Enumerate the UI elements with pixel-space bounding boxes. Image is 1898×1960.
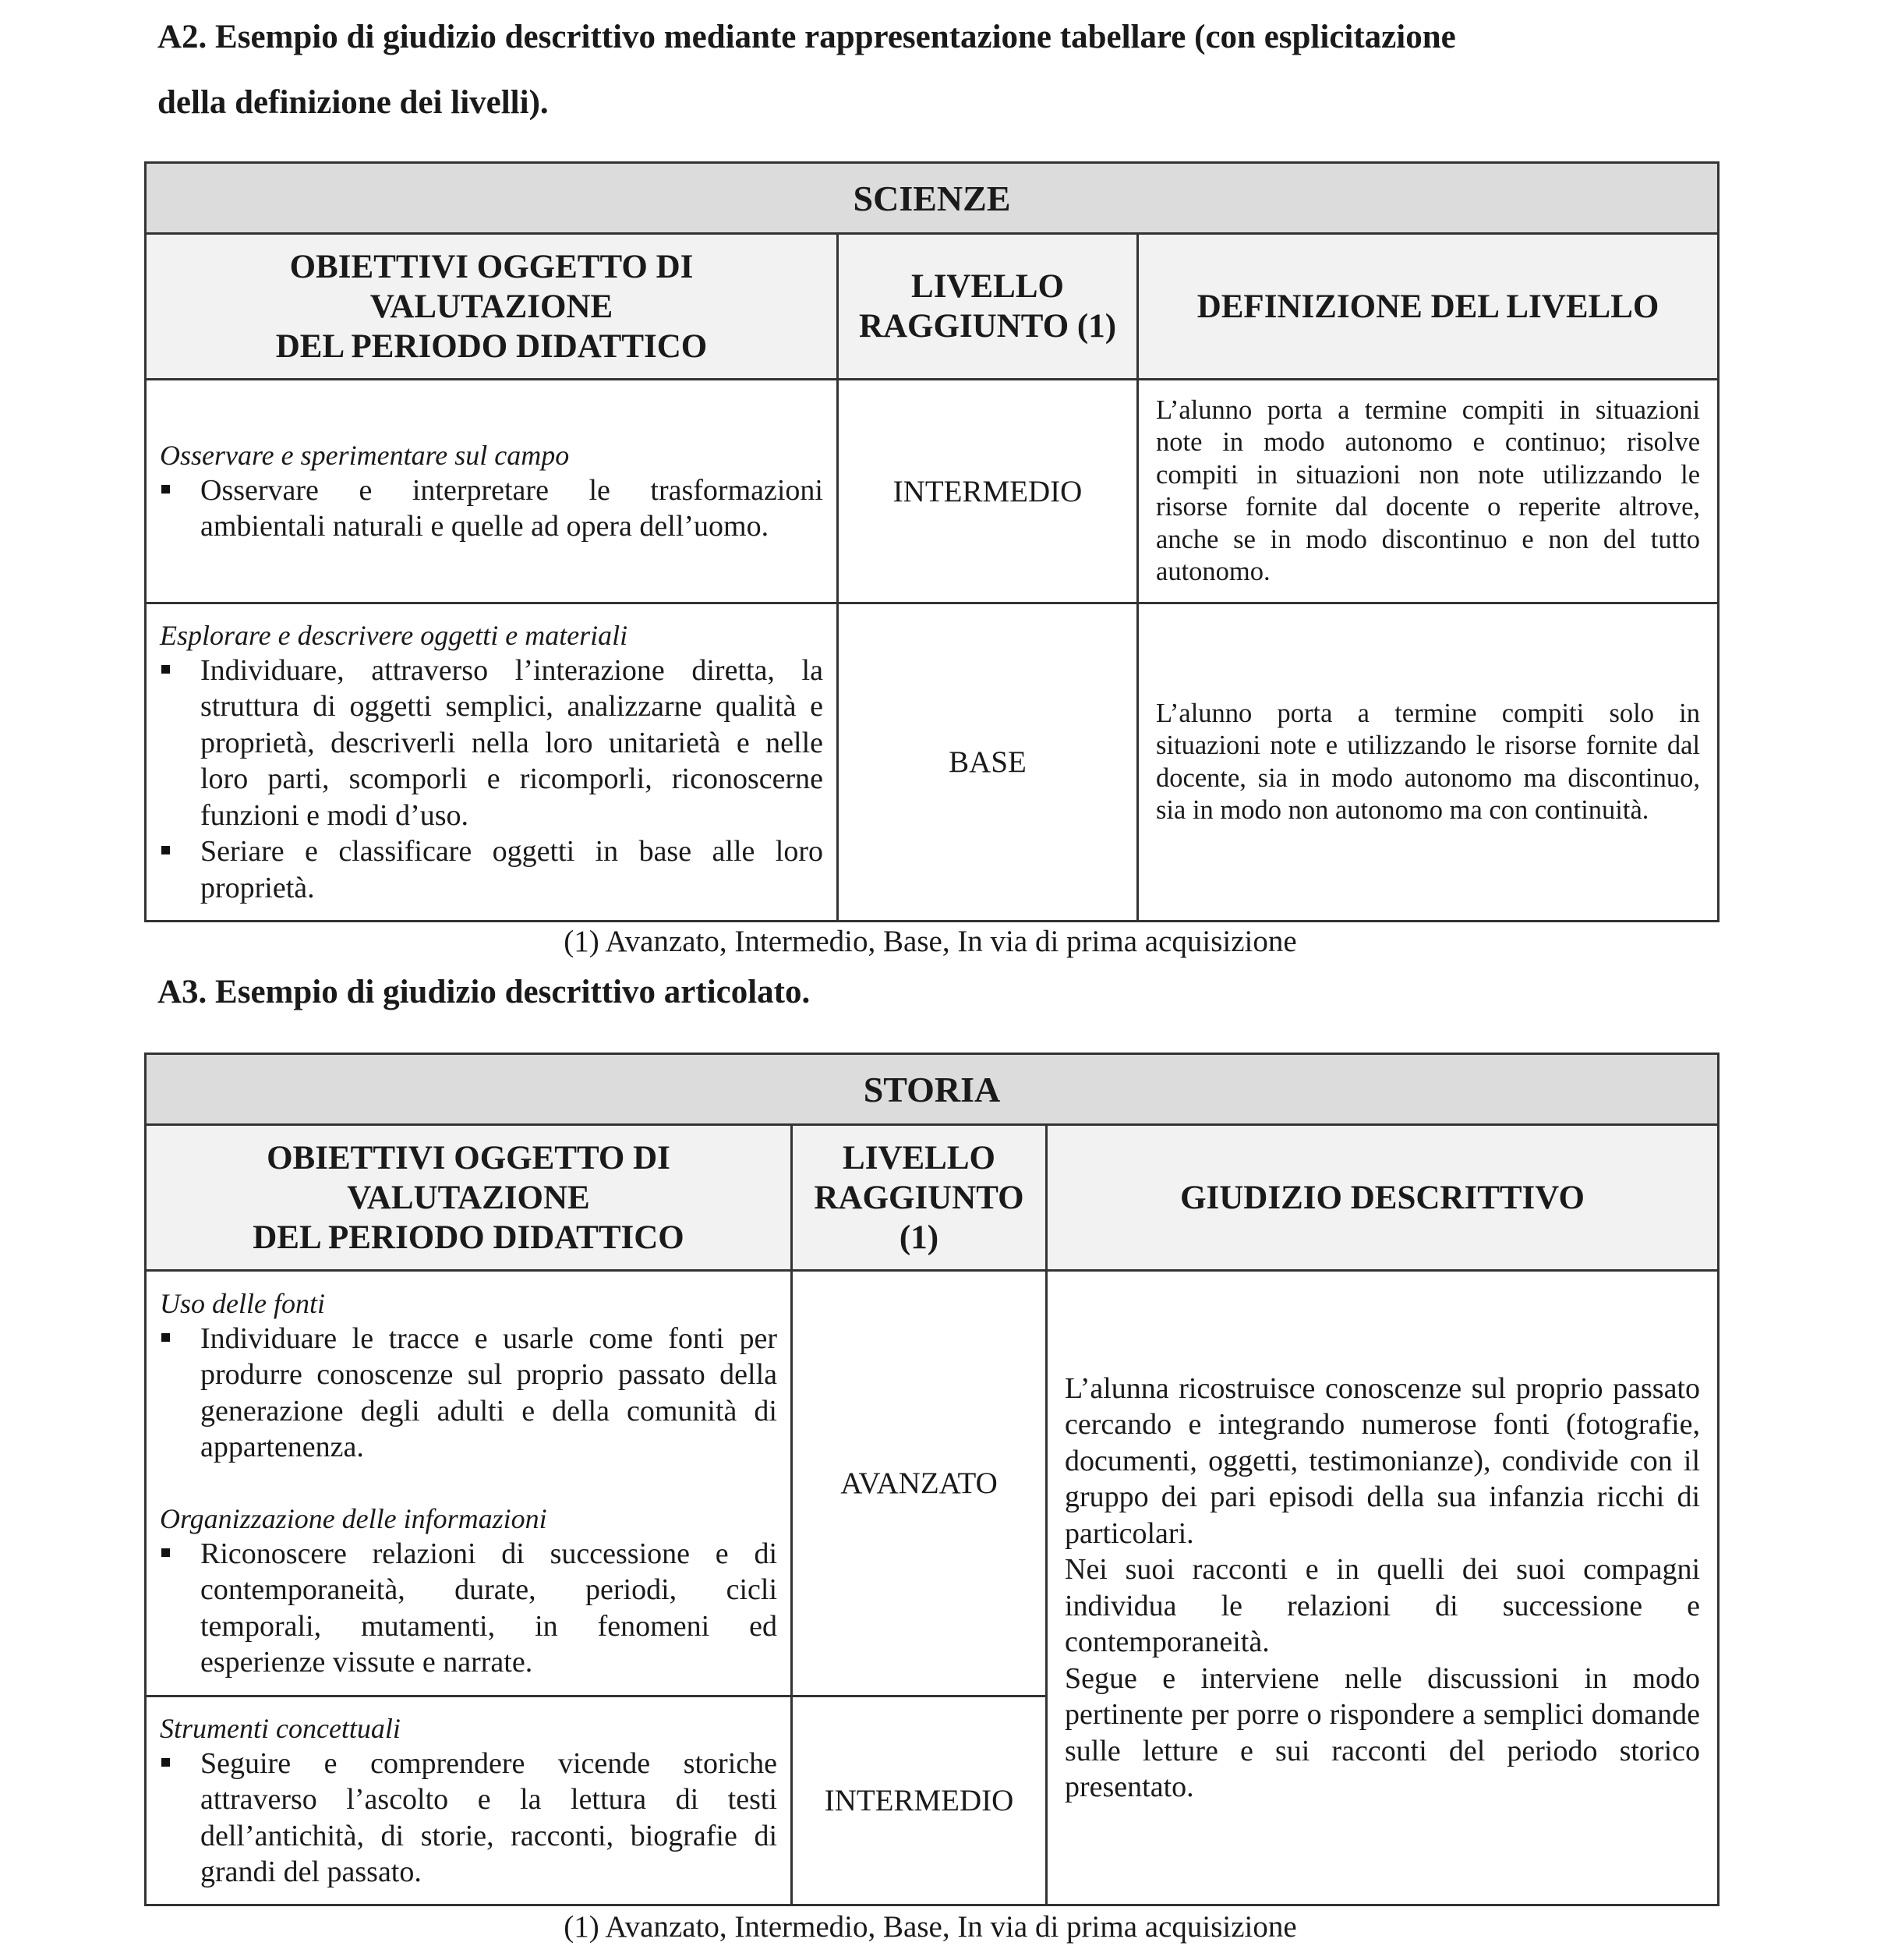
spacer: [160, 1466, 777, 1502]
descriptive-judgment: [1047, 1271, 1719, 1905]
objective-item: Riconoscere relazioni di successione e di contemporaneità, durate, periodi, cicli temporali, mutamenti, in fenomeni ed esperienze vissute e narrate.: [160, 1536, 777, 1681]
level-header-line: RAGGIUNTO (1): [858, 308, 1117, 345]
objective-list: [160, 1536, 777, 1681]
objective-list: [160, 1746, 777, 1891]
objectives-header-line: DEL PERIODO DIDATTICO: [275, 327, 708, 365]
storia-table: [144, 1053, 1720, 1906]
objectives-cell: [146, 380, 838, 603]
section-a2-heading-line1: A2. Esempio di giudizio descrittivo mediante rappresentazione tabellare (con esplicitazione: [157, 19, 1456, 55]
scienze-table: [144, 161, 1720, 922]
scienze-table-title: SCIENZE: [146, 163, 1719, 234]
level-definition: L’alunno porta a termine compiti in situazioni note in modo autonomo e continuo; risolve compiti in situazioni non note utilizzando le risorse fornite dal docente o reperite altrove, anche se in modo discontinuo e non del tutto autonomo.: [1138, 380, 1719, 603]
judgment-column-header: GIUDIZIO DESCRITTIVO: [1047, 1125, 1719, 1271]
objectives-column-header: [146, 1125, 792, 1271]
table-row: [146, 1271, 1719, 1696]
objectives-header-line: VALUTAZIONE: [369, 288, 613, 325]
storia-table-title: STORIA: [146, 1054, 1719, 1125]
objective-list: [160, 653, 823, 907]
objectives-cell: [146, 1271, 792, 1696]
level-definition: L’alunno porta a termine compiti solo in situazioni note e utilizzando le risorse fornite dal docente, sia in modo autonomo ma discontinuo, sia in modo non autonomo ma con continuità.: [1138, 603, 1719, 922]
objective-category: Osservare e sperimentare sul campo: [160, 439, 570, 471]
level-column-header: [792, 1125, 1047, 1271]
objectives-cell: [146, 603, 838, 922]
objective-item: Seguire e comprendere vicende storiche attraverso l’ascolto e la lettura di testi dell’antichità, di storie, racconti, biografie di grandi del passato.: [160, 1746, 777, 1891]
level-header-line: LIVELLO: [911, 268, 1064, 305]
level-column-header: [838, 234, 1138, 380]
judgment-paragraph: Nei suoi racconti e in quelli dei suoi compagni individua le relazioni di successione e contemporaneità.: [1065, 1553, 1701, 1658]
table-row: [146, 603, 1719, 922]
level-header-line: RAGGIUNTO: [814, 1179, 1024, 1216]
section-a2-heading: [157, 5, 1716, 136]
objective-item: Individuare, attraverso l’interazione diretta, la struttura di oggetti semplici, analizzarne qualità e proprietà, descriverli nella loro unitarietà e nelle loro parti, scomporli e ricomporli, riconoscerne funzioni e modi d’uso.: [160, 653, 823, 834]
judgment-paragraph: L’alunna ricostruisce conoscenze sul proprio passato cercando e integrando numerose fonti (fotografie, documenti, oggetti, testimonianze), condivide con il gruppo dei pari episodi della sua infanzia ricchi di particolari.: [1065, 1371, 1701, 1550]
objectives-header-line: DEL PERIODO DIDATTICO: [253, 1219, 684, 1256]
judgment-paragraph: Segue e interviene nelle discussioni in modo pertinente per porre o rispondere a semplici domande sulle letture e sui racconti del periodo storico presentato.: [1065, 1661, 1701, 1803]
definition-column-header: DEFINIZIONE DEL LIVELLO: [1138, 234, 1719, 380]
objective-item: Individuare le tracce e usarle come fonti per produrre conoscenze sul proprio passato della generazione degli adulti e della comunità di appartenenza.: [160, 1321, 777, 1466]
objective-category: Uso delle fonti: [160, 1287, 325, 1319]
objectives-cell: [146, 1696, 792, 1905]
objectives-column-header: [146, 234, 838, 380]
level-value: INTERMEDIO: [792, 1696, 1047, 1905]
table-row: [146, 380, 1719, 603]
objectives-header-line: VALUTAZIONE: [347, 1179, 590, 1216]
level-header-line: (1): [899, 1219, 939, 1256]
level-value: INTERMEDIO: [838, 380, 1138, 603]
objective-list: [160, 472, 823, 545]
section-a3-heading: A3. Esempio di giudizio descrittivo articolato.: [157, 974, 811, 1010]
storia-footnote: (1) Avanzato, Intermedio, Base, In via di prima acquisizione: [564, 1910, 1297, 1944]
objective-item: Seriare e classificare oggetti in base alle loro proprietà.: [160, 833, 823, 906]
objective-category: Esplorare e descrivere oggetti e materiali: [160, 619, 628, 651]
objectives-header-line: OBIETTIVI OGGETTO DI: [289, 248, 694, 285]
level-header-line: LIVELLO: [843, 1139, 995, 1176]
objective-category: Strumenti concettuali: [160, 1712, 401, 1744]
objective-item: Osservare e interpretare le trasformazioni ambientali naturali e quelle ad opera dell’uomo.: [160, 472, 823, 545]
objectives-header-line: OBIETTIVI OGGETTO DI: [267, 1139, 670, 1176]
objective-list: [160, 1321, 777, 1466]
level-value: BASE: [838, 603, 1138, 922]
objective-category: Organizzazione delle informazioni: [160, 1502, 547, 1534]
scienze-footnote: (1) Avanzato, Intermedio, Base, In via di prima acquisizione: [564, 925, 1297, 958]
level-value: AVANZATO: [792, 1271, 1047, 1696]
section-a2-heading-line2: della definizione dei livelli).: [157, 84, 549, 121]
